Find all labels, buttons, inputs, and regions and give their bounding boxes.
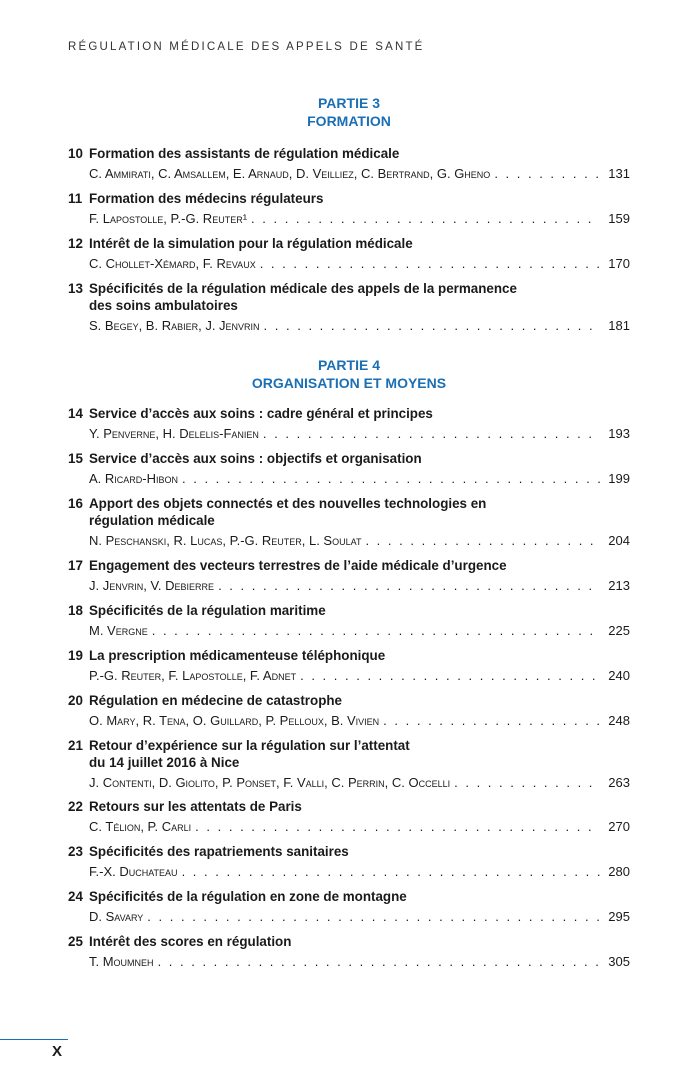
toc-entry-11[interactable]: [68, 190, 630, 227]
entry-authors: O. Mary, R. Tena, O. Guillard, P. Pelloux, B. Vivien: [89, 713, 380, 728]
dot-leader: [195, 818, 600, 835]
entry-page: 305: [608, 954, 630, 969]
dot-leader: [300, 667, 600, 684]
entry-page: 204: [608, 533, 630, 548]
entry-title: Régulation en médecine de catastrophe: [89, 693, 342, 708]
toc-entry-19[interactable]: [68, 647, 630, 684]
entry-number: 16: [68, 496, 83, 511]
entry-page: 280: [608, 864, 630, 879]
dot-leader: [218, 577, 600, 594]
entry-authors: M. Vergne: [89, 623, 148, 638]
entry-page: 181: [608, 318, 630, 333]
entry-authors: F.-X. Duchateau: [89, 864, 178, 879]
toc-entry-18[interactable]: [68, 602, 630, 639]
dot-leader: [260, 255, 600, 272]
part-3-heading: [68, 94, 630, 130]
entry-authors: J. Jenvrin, V. Debierre: [89, 578, 215, 593]
dot-leader: [182, 470, 600, 487]
part-3-label: PARTIE 3: [318, 95, 380, 111]
entry-number: 20: [68, 693, 83, 708]
toc-entry-14[interactable]: [68, 405, 630, 442]
entry-title: Formation des médecins régulateurs: [89, 191, 324, 206]
entry-number: 11: [68, 191, 83, 206]
entry-page: 159: [608, 211, 630, 226]
entry-authors: T. Moumneh: [89, 954, 154, 969]
part-4-title: ORGANISATION ET MOYENS: [251, 375, 447, 391]
toc-entry-20[interactable]: [68, 692, 630, 729]
entry-title: Retours sur les attentats de Paris: [89, 799, 302, 814]
dot-leader: [152, 622, 600, 639]
entry-title: La prescription médicamenteuse téléphonique: [89, 648, 386, 663]
entry-number: 23: [68, 844, 83, 859]
part-4-label: PARTIE 4: [318, 357, 380, 373]
entry-number: 21: [68, 738, 83, 753]
entry-page: 248: [608, 713, 630, 728]
entry-title: Spécificités des rapatriements sanitaires: [89, 844, 349, 859]
dot-leader: [251, 210, 600, 227]
entry-authors: D. Savary: [89, 909, 144, 924]
running-head: RÉGULATION MÉDICALE DES APPELS DE SANTÉ: [68, 41, 425, 53]
entry-authors: Y. Penverne, H. Delelis-Fanien: [89, 426, 259, 441]
toc-entry-23[interactable]: [68, 843, 630, 880]
entry-title: Spécificités de la régulation en zone de montagne: [89, 889, 407, 904]
entry-number: 24: [68, 889, 83, 904]
entry-title: Intérêt de la simulation pour la régulation médicale: [89, 236, 413, 251]
dot-leader: [494, 165, 600, 182]
toc-entry-17[interactable]: [68, 557, 630, 594]
entry-number: 22: [68, 799, 83, 814]
entry-title: Engagement des vecteurs terrestres de l’aide médicale d’urgence: [89, 558, 507, 573]
dot-leader: [454, 774, 600, 791]
dot-leader: [147, 908, 600, 925]
entry-title: Spécificités de la régulation maritime: [89, 603, 326, 618]
toc-entry-16[interactable]: [68, 495, 630, 549]
page-folio: X: [52, 1043, 63, 1060]
entry-page: 225: [608, 623, 630, 638]
entry-page: 270: [608, 819, 630, 834]
dot-leader: [158, 953, 600, 970]
toc-entry-24[interactable]: [68, 888, 630, 925]
toc-entry-25[interactable]: [68, 933, 630, 970]
entry-authors: A. Ricard-Hibon: [89, 471, 179, 486]
part-3-title: FORMATION: [307, 113, 391, 129]
entry-number: 10: [68, 146, 83, 161]
entry-authors: J. Contenti, D. Giolito, P. Ponset, F. Valli, C. Perrin, C. Occelli: [89, 775, 451, 790]
dot-leader: [383, 712, 600, 729]
dot-leader: [182, 863, 600, 880]
entry-page: 240: [608, 668, 630, 683]
entry-page: 193: [608, 426, 630, 441]
entry-page: 199: [608, 471, 630, 486]
entry-number: 14: [68, 406, 83, 421]
toc-entry-21[interactable]: [68, 737, 630, 791]
entry-page: 295: [608, 909, 630, 924]
entry-authors: P.-G. Reuter, F. Lapostolle, F. Adnet: [89, 668, 297, 683]
entry-title: Service d’accès aux soins : cadre général et principes: [89, 406, 433, 421]
entry-number: 13: [68, 281, 83, 296]
entry-page: 213: [608, 578, 630, 593]
entry-number: 25: [68, 934, 83, 949]
entry-number: 12: [68, 236, 83, 251]
entry-page: 131: [608, 166, 630, 181]
dot-leader: [365, 532, 600, 549]
entry-title: Formation des assistants de régulation médicale: [89, 146, 400, 161]
entry-number: 19: [68, 648, 83, 663]
entry-authors: N. Peschanski, R. Lucas, P.-G. Reuter, L. Soulat: [89, 533, 362, 548]
entry-authors: C. Ammirati, C. Amsallem, E. Arnaud, D. Veilliez, C. Bertrand, G. Gheno: [89, 166, 491, 181]
part-4-heading: [68, 356, 630, 392]
toc-entry-13[interactable]: [68, 280, 630, 334]
toc-entry-22[interactable]: [68, 798, 630, 835]
entry-authors: S. Begey, B. Rabier, J. Jenvrin: [89, 318, 260, 333]
toc-entry-15[interactable]: [68, 450, 630, 487]
entry-number: 18: [68, 603, 83, 618]
entry-page: 170: [608, 256, 630, 271]
entry-title: Service d’accès aux soins : objectifs et organisation: [89, 451, 422, 466]
toc-entry-10[interactable]: [68, 145, 630, 182]
toc-entry-12[interactable]: [68, 235, 630, 272]
entry-authors: C. Télion, P. Carli: [89, 819, 192, 834]
dot-leader: [263, 425, 600, 442]
entry-title: Spécificités de la régulation médicale des appels de la permanence des soins ambulatoires: [89, 281, 517, 313]
entry-page: 263: [608, 775, 630, 790]
entry-number: 15: [68, 451, 83, 466]
entry-authors: C. Chollet-Xémard, F. Revaux: [89, 256, 256, 271]
entry-number: 17: [68, 558, 83, 573]
entry-title: Intérêt des scores en régulation: [89, 934, 292, 949]
entry-title: Apport des objets connectés et des nouvelles technologies en régulation médicale: [89, 496, 487, 528]
entry-title: Retour d’expérience sur la régulation sur l’attentat du 14 juillet 2016 à Nice: [89, 738, 410, 770]
folio-rule: [0, 1039, 68, 1040]
dot-leader: [264, 317, 600, 334]
entry-authors: F. Lapostolle, P.-G. Reuter¹: [89, 211, 248, 226]
